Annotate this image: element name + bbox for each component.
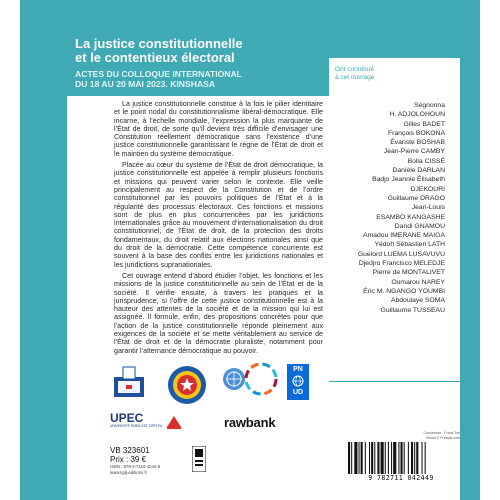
barcode-bar xyxy=(371,442,373,474)
contributor-name: Abdoulaye SOMA xyxy=(390,297,445,305)
barcode-bar xyxy=(411,442,413,474)
contributor-name: Jean-Louis xyxy=(411,204,445,212)
barcode-bar xyxy=(391,442,392,474)
contributor-name: Amadou IMERANE MAIGA xyxy=(363,232,445,240)
contributor-name: Jean-Pierre CAMBY xyxy=(383,148,445,156)
book-subtitle xyxy=(75,69,325,89)
barcode-bar xyxy=(422,442,423,474)
price-block xyxy=(110,446,180,475)
contributor-name: Guillaume TUSSEAU xyxy=(380,306,445,314)
barcode-bar xyxy=(416,442,418,474)
colorful-circle-logo xyxy=(244,362,278,396)
barcode-bar xyxy=(351,442,352,474)
barcode-bar xyxy=(365,442,366,474)
barcode-number: 9 782711 042449 xyxy=(368,474,434,482)
subtitle-line-1: ACTES DU COLLOQUE INTERNATIONAL xyxy=(75,69,242,79)
upec-wordmark: UPEC xyxy=(110,411,144,425)
bottom-panel xyxy=(67,382,460,500)
contributor-name: Gilles BADET xyxy=(403,120,445,128)
barcode-bar xyxy=(425,442,426,474)
red-emblem-logo xyxy=(164,414,184,430)
contributor-name: Éric M. NGANGO YOUMBI xyxy=(363,287,445,295)
contributor-name: Guillaume DRAGO xyxy=(387,194,445,202)
contributor-name: Ségnonna xyxy=(414,102,445,109)
barcode-bar xyxy=(393,442,396,474)
contributor-name: Pierre de MONTALIVET xyxy=(372,269,445,277)
upec-subtitle: UNIVERSITÉ PARIS-EST CRÉTEIL xyxy=(110,424,163,428)
barcode-bar xyxy=(401,442,403,474)
price-label: Prix : 39 € xyxy=(110,455,147,464)
barcode xyxy=(342,442,460,474)
contributor-name: Bolla CISSÉ xyxy=(407,157,445,165)
barcode-bar xyxy=(354,442,357,474)
contributor-name: Danièle DARLAN xyxy=(392,167,445,175)
contributor-name: DJEKOURI xyxy=(410,185,445,193)
ballot-box-logo xyxy=(110,365,148,399)
barcode-bar xyxy=(385,442,386,474)
barcode-bar xyxy=(381,442,384,474)
barcode-bar xyxy=(369,442,370,474)
cover-credit-line-2: Visuel © Freepik.com xyxy=(425,435,460,440)
court-seal-logo xyxy=(167,365,207,405)
title-line-2: et le contentieux électoral xyxy=(75,50,235,65)
contributor-name: Oumarou NAREY xyxy=(391,278,445,286)
barcode-bar xyxy=(361,442,363,474)
summary-text xyxy=(114,100,323,358)
subtitle-line-2: DU 18 AU 20 MAI 2023. KINSHASA xyxy=(75,79,216,89)
rawbank-wordmark: rawbank xyxy=(224,415,276,430)
title-line-1: La justice constitutionnelle xyxy=(75,36,243,51)
book-title xyxy=(75,37,325,65)
contributor-name: Badjo Jeannie Élisabeth xyxy=(372,176,445,184)
contributors-list xyxy=(333,101,445,315)
contributor-name: Djedjro Francisco MELEDJE xyxy=(358,260,445,268)
barcode-bar xyxy=(359,442,360,474)
summary-paragraph-3: Cet ouvrage entend d’abord étudier l’objet, les fonctions et les missions de la justice constitutionnelle au sein de l’État et de la société. Il vérifie ensuite, à travers les pratiques et la jurisprudence, si l’offre de cette justice constitutionnelle est à la hauteur des attentes de la société et de la mission qui lui est assignée. Il formule, enfin, des propositions concrètes pour que l’action de la justice constitutionnelle réponde pleinement aux exigences de la société et se mette véritablement au service de l’État de droit et de la démocratie pluraliste, notamment pour garantir l’alternance démocratique au pouvoir. xyxy=(114,271,323,355)
cover-credit-line-1: Couverture : Frank Tsé xyxy=(423,431,460,435)
barcode-bar xyxy=(388,442,389,474)
upec-logo xyxy=(110,411,163,432)
contributor-name: Évariste BOSHAB xyxy=(390,139,445,147)
barcode-bar xyxy=(408,442,409,474)
summary-paragraph-1: La justice constitutionnelle constitue à la fois le pilier identitaire et le point nodal du constitutionnalisme libéral-démocratique. Elle incarne, à l’échelle mondiale, l’expression la plus marquante de l’État de droit, de sorte qu’il devient très difficile d’envisager une Constitution réellement démocratique sans l’existence d’une justice constitutionnelle garantissant le règne de l’État de droit et le maintien du système démocratique. xyxy=(114,100,323,158)
undp-logo-top: PN xyxy=(293,366,303,373)
contributor-name: François BOKONA xyxy=(387,129,445,137)
undp-logo xyxy=(287,364,309,400)
barcode-bar xyxy=(414,442,415,474)
globe-icon xyxy=(292,375,304,387)
contributors-heading-line-2: à cet ouvrage xyxy=(335,74,375,81)
barcode-bar xyxy=(374,442,375,474)
contributors-heading-line-1: Ont contribué xyxy=(335,66,375,73)
contributor-name: Dandi GNAMOU xyxy=(394,222,445,230)
undp-logo-bottom: UD xyxy=(292,389,304,396)
contributor-name: Guelord LUEMA LUSAVUVU xyxy=(357,250,445,258)
summary-paragraph-2: Placée au cœur du système de l’État de droit démocratique, la justice constitutionnelle est appelée à remplir plusieurs fonctions et missions qui peuvent varier selon le contexte. Elle veille principalement au respect de la Constitution et de l’ordre constitutionnel par les pouvoirs politiques de l’État et à la régularité des processus électoraux. Ces fonctions et missions sont de plus en plus concurrencées par les juridictions internationales grâce au mouvement d’internationalisation du droit constitutionnel, de l’État de droit, de la protection des droits fondamentaux, du droit relatif aux élections nationales ainsi que du droit de la démocratie. Cette compétence concurrente est souvent à la base des conflits entre les juridictions nationales et les juridictions supranationales. xyxy=(114,161,323,269)
un-emblem-logo xyxy=(222,367,246,391)
reference-code: VB 323601 xyxy=(110,446,150,455)
cover-credits xyxy=(404,431,460,440)
rawbank-logo xyxy=(224,414,294,430)
barcode-bar xyxy=(348,442,350,474)
publisher-site: www.lgdj-editions.fr xyxy=(110,469,148,475)
isbn-label: ISBN : 978-2-7110-4244-9 xyxy=(110,464,161,469)
barcode-bar xyxy=(377,442,379,474)
contributor-name: Yédoh Sébastien LATH xyxy=(374,241,445,249)
contributor-name: H. ADJOLOHOUN xyxy=(389,111,445,119)
publisher-logo xyxy=(192,446,206,472)
contributors-heading xyxy=(335,66,455,82)
contributor-name: ESAMBO KANGASHE xyxy=(376,213,445,221)
barcode-bar xyxy=(404,442,405,474)
barcode-bar xyxy=(398,442,399,474)
